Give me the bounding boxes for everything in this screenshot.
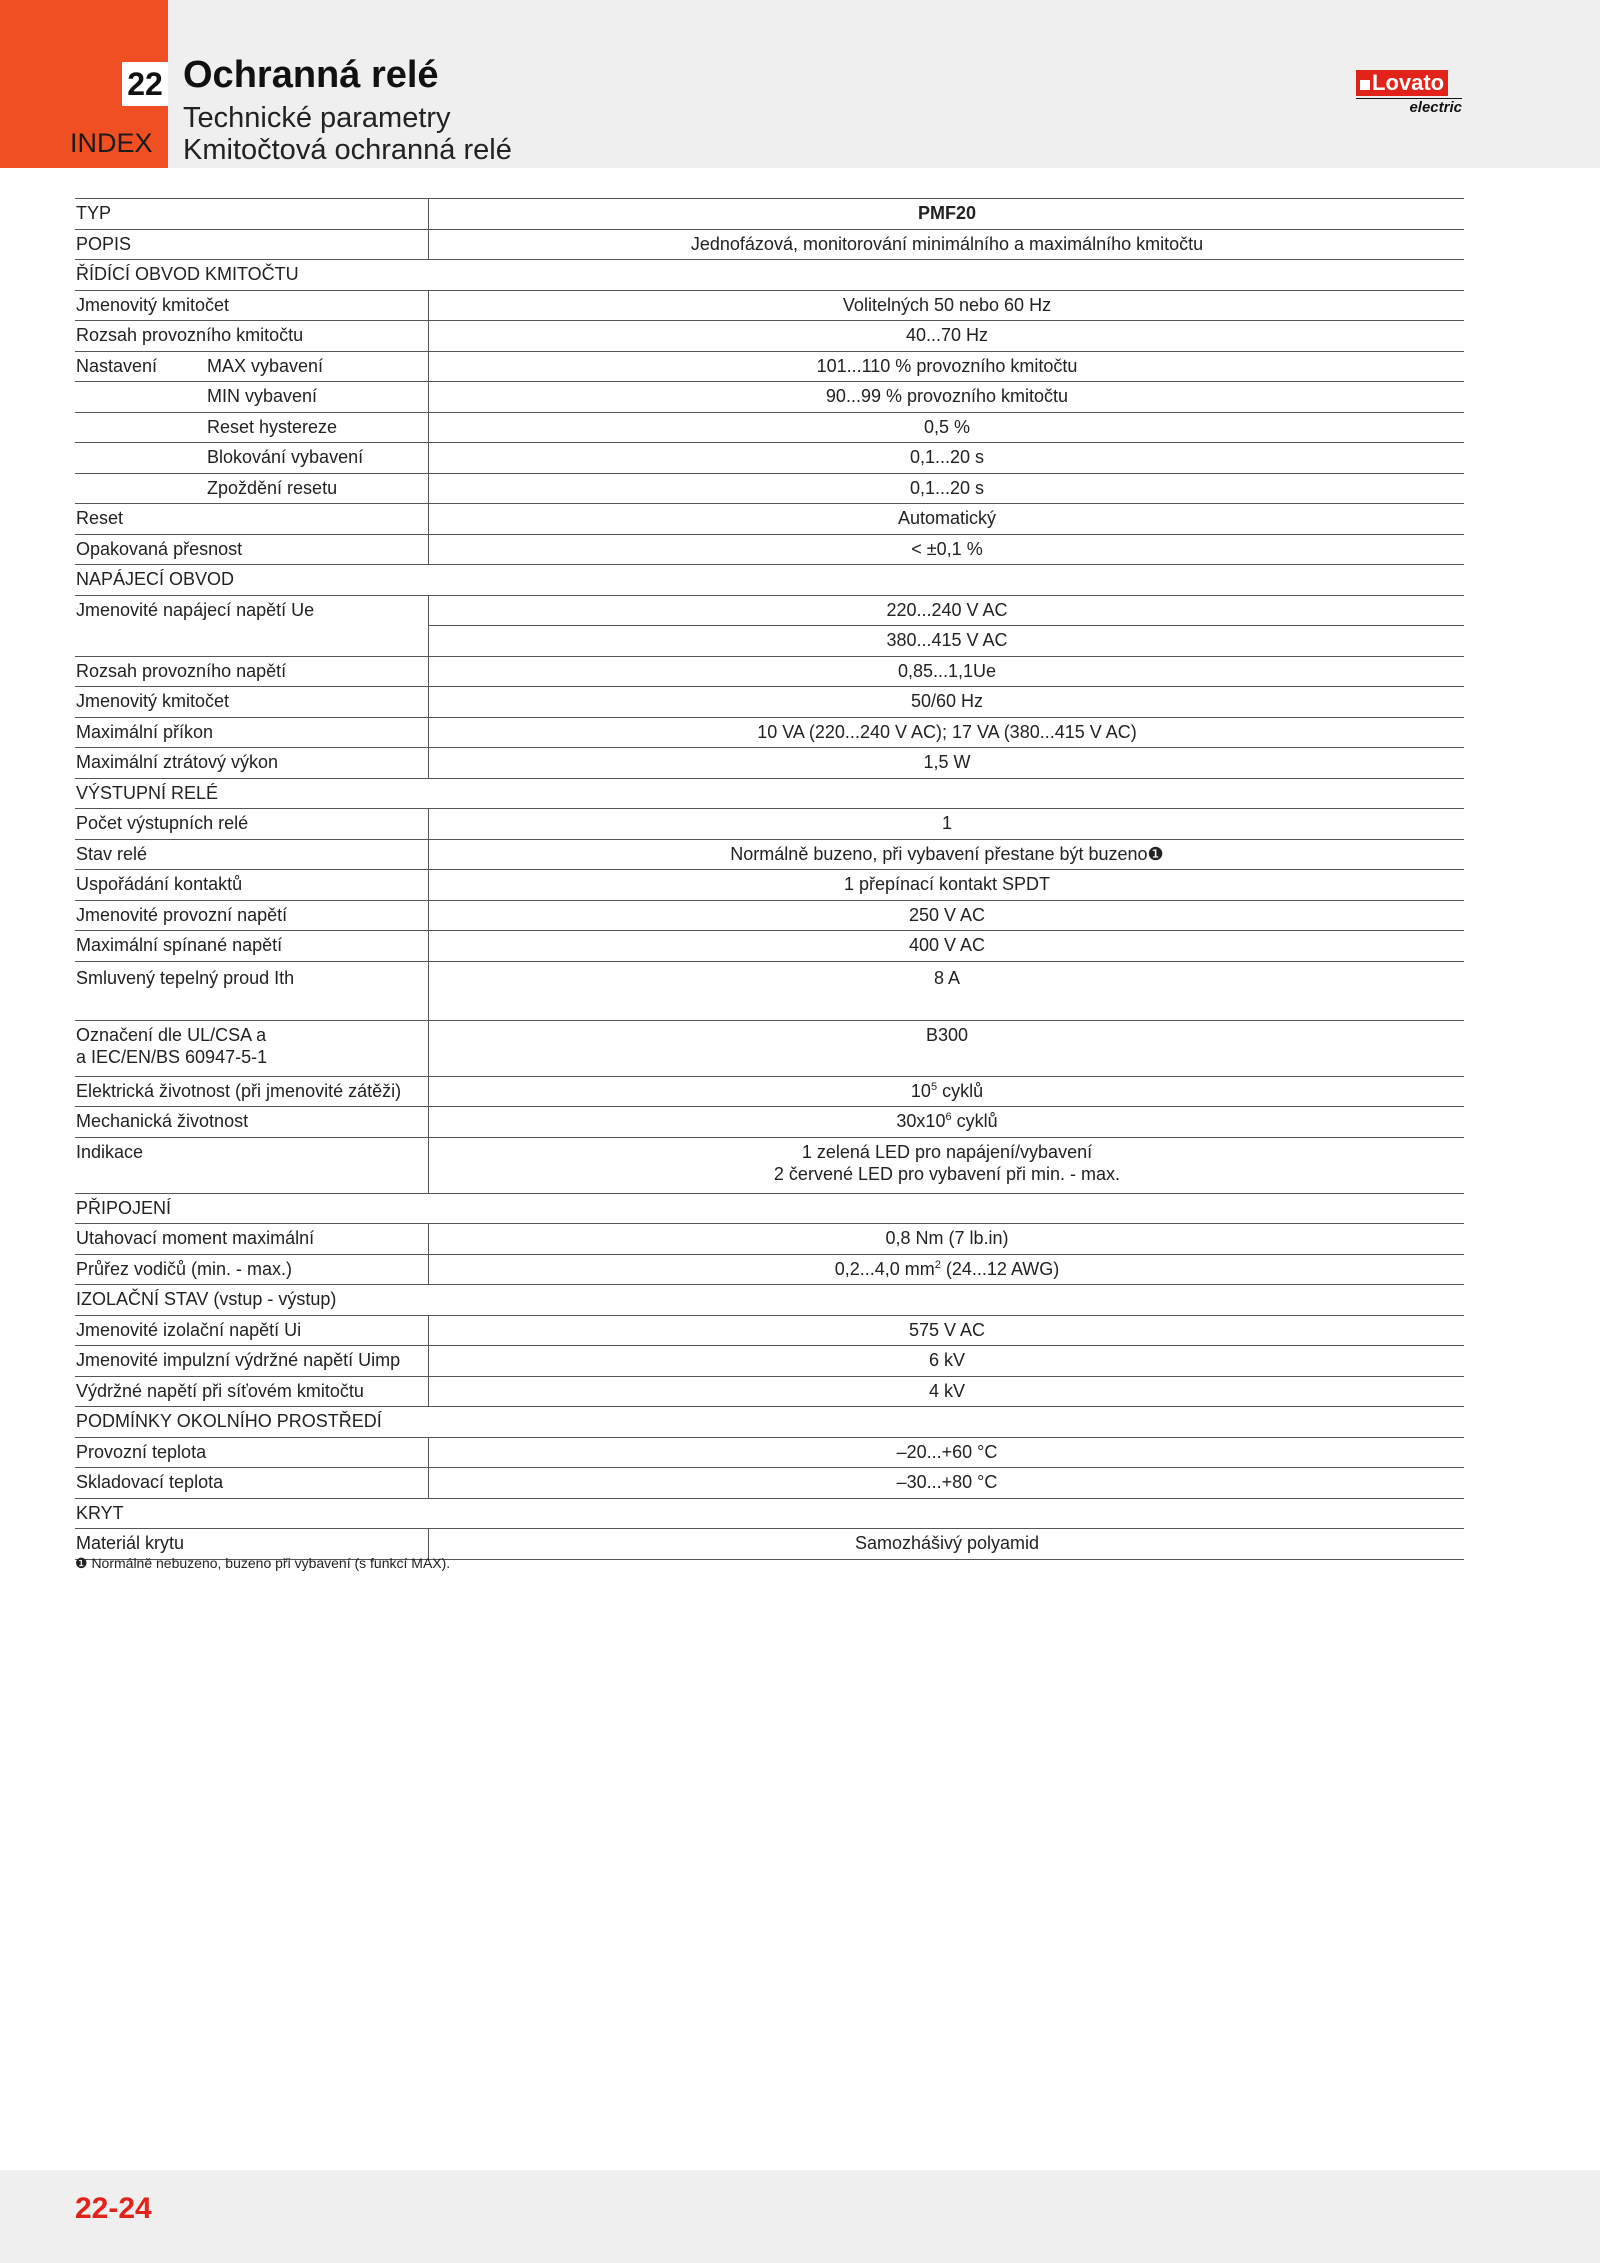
row-value: 0,5 % [429,412,1465,443]
section-heading: ŘÍDÍCÍ OBVOD KMITOČTU [76,264,299,285]
row-label: Elektrická životnost (při jmenovité zátěži) [75,1076,429,1107]
row-label: Uspořádání kontaktů [75,870,429,901]
row-value: 10 VA (220...240 V AC); 17 VA (380...415 V AC) [429,717,1465,748]
table-row [75,290,1464,321]
row-value: 0,85...1,1Ue [429,656,1465,687]
section-heading-row [75,778,1464,809]
table-row [75,1315,1464,1346]
table-row [75,534,1464,565]
row-label: Reset [75,504,429,535]
page-subtitle-2: Kmitočtová ochranná relé [183,134,512,166]
section-heading: IZOLAČNÍ STAV (vstup - výstup) [76,1289,337,1310]
lovato-logo [1356,70,1462,116]
table-row [75,626,1464,657]
row-value: 400 V AC [429,931,1465,962]
row-value: Samozhášivý polyamid [429,1529,1465,1560]
value-base: 30x10 [896,1111,946,1132]
table-row [75,961,1464,1020]
value-unit: cyklů [951,1111,998,1132]
section-heading-row [75,1407,1464,1438]
section-heading: VÝSTUPNÍ RELÉ [76,782,219,803]
footer-band [0,2170,1600,2263]
table-row [75,199,1464,230]
table-row [75,1076,1464,1107]
page-title: Ochranná relé [183,54,439,96]
row-value: Automatický [429,504,1465,535]
value-exponent: 5 [930,1080,938,1093]
row-value: 1,5 W [429,748,1465,779]
row-label-line1: Označení dle UL/CSA a [76,1024,267,1045]
row-value: 250 V AC [429,900,1465,931]
row-value: 575 V AC [429,1315,1465,1346]
section-heading-row [75,565,1464,596]
table-row [75,656,1464,687]
table-row [75,687,1464,718]
row-label: Skladovací teplota [75,1468,429,1499]
row-value: Volitelných 50 nebo 60 Hz [429,290,1465,321]
table-row [75,1137,1464,1193]
row-label: Jmenovitý kmitočet [75,687,429,718]
row-value: 101...110 % provozního kmitočtu [429,351,1465,382]
row-value: 380...415 V AC [429,626,1465,657]
row-value-line1: 1 zelená LED pro napájení/vybavení [801,1141,1093,1162]
table-row [75,1437,1464,1468]
row-label: TYP [75,199,429,230]
row-value [429,1254,1465,1285]
row-value: 50/60 Hz [429,687,1465,718]
row-label: Reset hystereze [206,412,429,443]
row-value: Jednofázová, monitorování minimálního a maximálního kmitočtu [429,229,1465,260]
row-label: Maximální ztrátový výkon [75,748,429,779]
row-label: Smluvený tepelný proud Ith [75,961,429,1020]
row-label: Počet výstupních relé [75,809,429,840]
row-label: Indikace [75,1137,429,1193]
row-label: Mechanická životnost [75,1107,429,1138]
value-unit: (24...12 AWG) [940,1258,1060,1279]
logo-square-icon [1360,80,1370,90]
table-row [75,504,1464,535]
row-label: Jmenovité izolační napětí Ui [75,1315,429,1346]
row-label [75,1020,429,1076]
table-row [75,1224,1464,1255]
table-row [75,412,1464,443]
row-value: B300 [429,1020,1465,1076]
row-label: MIN vybavení [206,382,429,413]
row-label-line2: a IEC/EN/BS 60947-5-1 [76,1046,268,1067]
table-row [75,1346,1464,1377]
row-label: Opakovaná přesnost [75,534,429,565]
table-row [75,473,1464,504]
row-value: 6 kV [429,1346,1465,1377]
table-row [75,1107,1464,1138]
row-group-label: Nastavení [75,351,206,382]
row-value [429,1076,1465,1107]
row-label: Provozní teplota [75,1437,429,1468]
row-label: Zpoždění resetu [206,473,429,504]
table-row [75,351,1464,382]
row-label: Jmenovité provozní napětí [75,900,429,931]
row-value: 1 přepínací kontakt SPDT [429,870,1465,901]
row-value-line2: 2 červené LED pro vybavení při min. - max. [773,1163,1121,1184]
section-heading: PŘIPOJENÍ [76,1197,172,1218]
section-heading: NAPÁJECÍ OBVOD [76,569,235,590]
table-row [75,1254,1464,1285]
table-row [75,321,1464,352]
value-exponent: 2 [934,1258,941,1271]
row-value: 0,1...20 s [429,473,1465,504]
footnote: ❶ Normálně nebuzeno, buzeno při vybavení (s funkcí MAX). [75,1555,451,1571]
row-label: Blokování vybavení [206,443,429,474]
row-value: –30...+80 °C [429,1468,1465,1499]
value-base: 0,2...4,0 mm [834,1258,935,1279]
table-row [75,717,1464,748]
table-row [75,229,1464,260]
section-heading: PODMÍNKY OKOLNÍHO PROSTŘEDÍ [76,1411,382,1432]
section-heading: KRYT [76,1502,124,1523]
row-label: Rozsah provozního kmitočtu [75,321,429,352]
table-row [75,595,1464,626]
logo-subtext: electric [1356,98,1462,116]
row-label: Rozsah provozního napětí [75,656,429,687]
table-row [75,900,1464,931]
table-row [75,382,1464,413]
section-heading-row [75,1193,1464,1224]
row-value: 8 A [429,961,1465,1020]
index-link[interactable]: INDEX [70,128,153,158]
row-value [429,1107,1465,1138]
row-value: 90...99 % provozního kmitočtu [429,382,1465,413]
row-label: Maximální příkon [75,717,429,748]
logo-text: Lovato [1372,70,1445,95]
row-label: Průřez vodičů (min. - max.) [75,1254,429,1285]
row-value: 0,1...20 s [429,443,1465,474]
table-row [75,1376,1464,1407]
row-value: 40...70 Hz [429,321,1465,352]
row-value [429,1137,1465,1193]
row-label: Materiál krytu [75,1529,429,1560]
row-value: Normálně buzeno, při vybavení přestane být buzeno❶ [429,839,1465,870]
row-label: MAX vybavení [206,351,429,382]
table-row [75,870,1464,901]
row-value: PMF20 [429,199,1465,230]
row-value: 220...240 V AC [429,595,1465,626]
row-label: Utahovací moment maximální [75,1224,429,1255]
table-row [75,809,1464,840]
page-subtitle: Technické parametry [183,102,451,134]
page-number: 22-24 [75,2192,152,2225]
section-heading-row [75,1498,1464,1529]
row-value: < ±0,1 % [429,534,1465,565]
value-exponent: 6 [945,1111,952,1124]
section-heading-row [75,260,1464,291]
section-heading-row [75,1285,1464,1316]
table-row [75,931,1464,962]
chapter-number: 22 [122,62,168,106]
table-row [75,1468,1464,1499]
row-label: Jmenovité napájecí napětí Ue [75,595,429,626]
table-row [75,839,1464,870]
row-label: POPIS [75,229,429,260]
row-label: Stav relé [75,839,429,870]
row-value: –20...+60 °C [429,1437,1465,1468]
spec-table [75,198,1464,1560]
row-label: Maximální spínané napětí [75,931,429,962]
row-value: 0,8 Nm (7 lb.in) [429,1224,1465,1255]
row-label: Jmenovité impulzní výdržné napětí Uimp [75,1346,429,1377]
row-label: Výdržné napětí při síťovém kmitočtu [75,1376,429,1407]
row-label: Jmenovitý kmitočet [75,290,429,321]
row-value: 4 kV [429,1376,1465,1407]
table-row [75,1020,1464,1076]
value-unit: cyklů [937,1080,984,1101]
row-value: 1 [429,809,1465,840]
value-base: 10 [910,1080,931,1101]
table-row [75,443,1464,474]
table-row [75,748,1464,779]
